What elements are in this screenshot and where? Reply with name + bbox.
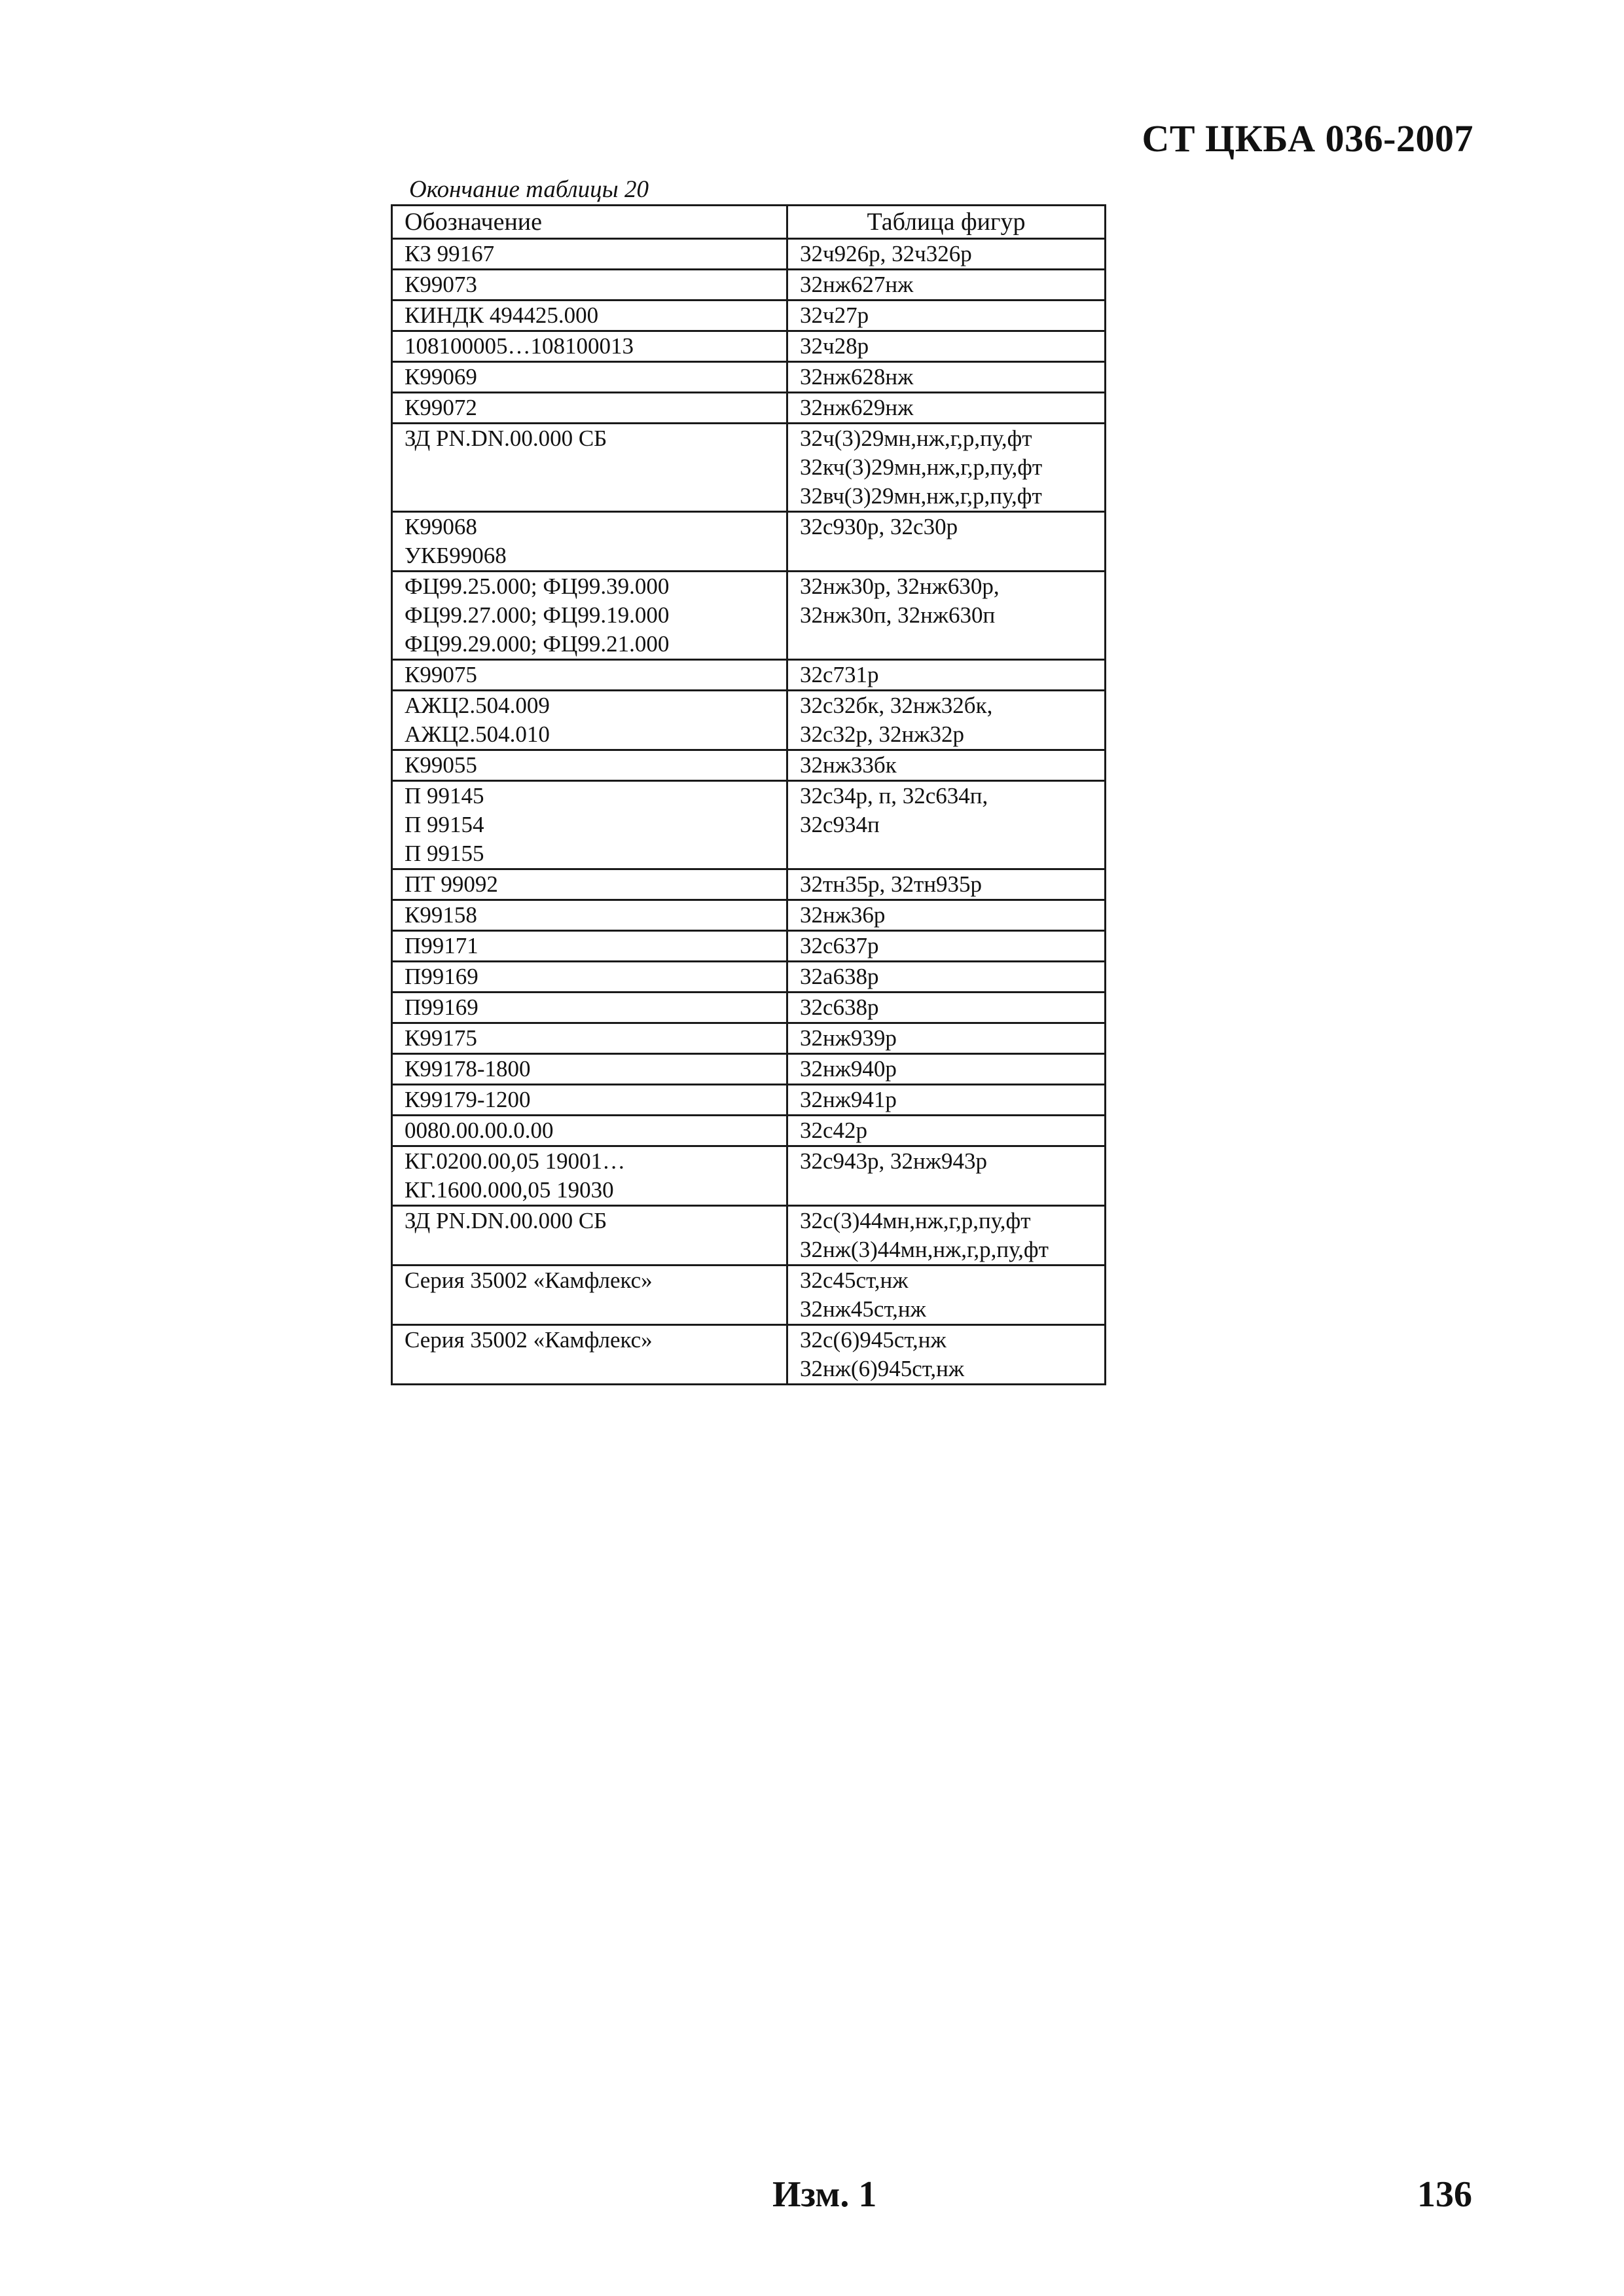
- designation-cell-line: К99068: [405, 514, 477, 539]
- figures-cell-line: 32нж627нж: [800, 272, 914, 297]
- designation-cell-line: К99055: [405, 752, 477, 778]
- designation-cell: [392, 1325, 787, 1385]
- figures-cell-line: 32нж939р: [800, 1025, 897, 1051]
- designation-cell-line: АЖЦ2.504.009: [405, 693, 550, 718]
- table-row: [392, 331, 1106, 362]
- designation-cell: [392, 1116, 787, 1146]
- figures-cell: [787, 424, 1106, 512]
- table-row: [392, 1085, 1106, 1116]
- designation-cell: [392, 869, 787, 900]
- figures-cell: [787, 362, 1106, 393]
- designation-cell-line: К99073: [405, 272, 477, 297]
- designation-cell: [392, 1023, 787, 1054]
- figures-cell: [787, 1266, 1106, 1325]
- table-row: [392, 931, 1106, 962]
- designation-cell: [392, 270, 787, 301]
- designation-cell-line: КЗ 99167: [405, 241, 495, 266]
- designation-cell-line: К99158: [405, 902, 477, 928]
- table-row: [392, 781, 1106, 869]
- designation-cell-line: ЗД PN.DN.00.000 СБ: [405, 426, 607, 451]
- designation-cell: [392, 512, 787, 572]
- designation-cell-line: Серия 35002 «Камфлекс»: [405, 1327, 653, 1353]
- designation-cell: [392, 1206, 787, 1266]
- designation-cell: [392, 1054, 787, 1085]
- figures-cell-line: 32ч28р: [800, 333, 869, 359]
- designation-cell: [392, 1146, 787, 1206]
- figures-cell-line: 32с32бк, 32нж32бк,: [800, 693, 993, 718]
- figures-cell: [787, 1325, 1106, 1385]
- figures-cell-line: 32нж33бк: [800, 752, 897, 778]
- figures-cell: [787, 270, 1106, 301]
- figures-cell: [787, 962, 1106, 993]
- figures-cell: [787, 393, 1106, 424]
- designation-cell-line: ЗД PN.DN.00.000 СБ: [405, 1208, 607, 1233]
- figures-cell-line: 32нж30р, 32нж630р,: [800, 574, 1000, 599]
- figures-cell-line: 32с930р, 32с30р: [800, 514, 958, 539]
- designation-cell: [392, 1085, 787, 1116]
- designation-cell-line: К99069: [405, 364, 477, 390]
- designation-cell-line: ФЦ99.27.000; ФЦ99.19.000: [405, 602, 670, 628]
- figures-cell: [787, 301, 1106, 331]
- table-row: [392, 1206, 1106, 1266]
- designation-cell-line: К99175: [405, 1025, 477, 1051]
- designation-cell-line: П99169: [405, 964, 478, 989]
- figures-cell-line: 32ч(3)29мн,нж,г,р,пу,фт: [800, 426, 1032, 451]
- figures-cell-line: 32нж30п, 32нж630п: [800, 602, 996, 628]
- designation-cell-line: К99179-1200: [405, 1087, 531, 1112]
- column-header-designation: Обозначение: [392, 206, 787, 239]
- table-header: [392, 206, 1106, 239]
- figures-cell-line: 32с638р: [800, 994, 879, 1020]
- table-caption: Окончание таблицы 20: [409, 176, 649, 203]
- designation-cell-line: К99178-1800: [405, 1056, 531, 1082]
- designation-cell-line: П99169: [405, 994, 478, 1020]
- designation-cell: [392, 239, 787, 270]
- figures-cell-line: 32нж940р: [800, 1056, 897, 1082]
- table-row: [392, 393, 1106, 424]
- table-row: [392, 1054, 1106, 1085]
- designation-cell: [392, 1266, 787, 1325]
- figures-cell-line: 32с(3)44мн,нж,г,р,пу,фт: [800, 1208, 1031, 1233]
- designation-cell-line: П 99155: [405, 841, 484, 866]
- figures-cell-line: 32нж628нж: [800, 364, 914, 390]
- figures-cell-line: 32с32р, 32нж32р: [800, 721, 964, 747]
- figures-cell: [787, 1054, 1106, 1085]
- table-row: [392, 239, 1106, 270]
- table-row: [392, 1325, 1106, 1385]
- designation-cell-line: П99171: [405, 933, 478, 958]
- figures-cell-line: 32нж45ст,нж: [800, 1296, 926, 1322]
- figures-cell: [787, 572, 1106, 660]
- designation-cell: [392, 331, 787, 362]
- figures-cell-line: 32с731р: [800, 662, 879, 687]
- figures-cell: [787, 993, 1106, 1023]
- table-row: [392, 691, 1106, 750]
- table-row: [392, 962, 1106, 993]
- figures-cell-line: 32с34р, п, 32с634п,: [800, 783, 988, 809]
- figures-cell-line: 32кч(3)29мн,нж,г,р,пу,фт: [800, 454, 1043, 480]
- designation-cell: [392, 362, 787, 393]
- designation-cell-line: АЖЦ2.504.010: [405, 721, 550, 747]
- designation-cell-line: КИНДК 494425.000: [405, 302, 599, 328]
- table-row: [392, 900, 1106, 931]
- figures-cell: [787, 1146, 1106, 1206]
- figures-cell-line: 32с637р: [800, 933, 879, 958]
- figures-cell: [787, 869, 1106, 900]
- table-row: [392, 750, 1106, 781]
- figures-cell: [787, 900, 1106, 931]
- table-row: [392, 362, 1106, 393]
- figures-cell-line: 32ч27р: [800, 302, 869, 328]
- designation-cell-line: КГ.1600.000,05 19030: [405, 1177, 614, 1203]
- designation-cell-line: КГ.0200.00,05 19001…: [405, 1148, 626, 1174]
- designation-cell-line: УКБ99068: [405, 543, 507, 568]
- figures-cell: [787, 931, 1106, 962]
- table-row: [392, 1116, 1106, 1146]
- table-row: [392, 869, 1106, 900]
- figures-cell: [787, 750, 1106, 781]
- designation-cell-line: Серия 35002 «Камфлекс»: [405, 1267, 653, 1293]
- table-row: [392, 301, 1106, 331]
- table-row: [392, 424, 1106, 512]
- designation-cell: [392, 393, 787, 424]
- figures-cell-line: 32нж(3)44мн,нж,г,р,пу,фт: [800, 1237, 1049, 1262]
- figures-cell-line: 32нж36р: [800, 902, 886, 928]
- table-row: [392, 1146, 1106, 1206]
- designation-cell-line: П 99145: [405, 783, 484, 809]
- designation-cell: [392, 424, 787, 512]
- figures-cell-line: 32с934п: [800, 812, 880, 837]
- table-row: [392, 993, 1106, 1023]
- table-row: [392, 512, 1106, 572]
- figures-cell: [787, 331, 1106, 362]
- figures-cell-line: 32с42р: [800, 1118, 868, 1143]
- designation-cell-line: ПТ 99092: [405, 871, 498, 897]
- designation-cell: [392, 962, 787, 993]
- figures-cell-line: 32с(6)945ст,нж: [800, 1327, 947, 1353]
- figures-cell: [787, 1023, 1106, 1054]
- designation-cell: [392, 993, 787, 1023]
- figures-cell: [787, 1206, 1106, 1266]
- figures-cell-line: 32нж941р: [800, 1087, 897, 1112]
- figures-cell: [787, 781, 1106, 869]
- figures-cell: [787, 660, 1106, 691]
- document-code: СТ ЦКБА 036-2007: [1142, 117, 1473, 160]
- figures-cell-line: 32а638р: [800, 964, 879, 989]
- figures-cell-line: 32нж(6)945ст,нж: [800, 1356, 965, 1381]
- designation-cell: [392, 781, 787, 869]
- table-row: [392, 270, 1106, 301]
- figures-cell-line: 32тн35р, 32тн935р: [800, 871, 983, 897]
- designation-cell: [392, 660, 787, 691]
- table-row: [392, 1266, 1106, 1325]
- designation-cell-line: ФЦ99.29.000; ФЦ99.21.000: [405, 631, 670, 657]
- designation-cell-line: К99072: [405, 395, 477, 420]
- table-body: [392, 239, 1106, 1385]
- figures-cell-line: 32нж629нж: [800, 395, 914, 420]
- designation-cell: [392, 572, 787, 660]
- figures-cell: [787, 1116, 1106, 1146]
- designation-cell: [392, 301, 787, 331]
- page-number: 136: [1417, 2174, 1472, 2215]
- designation-cell: [392, 691, 787, 750]
- table-row: [392, 1023, 1106, 1054]
- figures-table: [391, 204, 1106, 1385]
- designation-cell-line: К99075: [405, 662, 477, 687]
- designation-cell: [392, 750, 787, 781]
- designation-cell: [392, 931, 787, 962]
- column-header-figures: Таблица фигур: [787, 206, 1106, 239]
- designation-cell-line: ФЦ99.25.000; ФЦ99.39.000: [405, 574, 670, 599]
- figures-cell: [787, 239, 1106, 270]
- figures-cell-line: 32с943р, 32нж943р: [800, 1148, 987, 1174]
- revision-label: Изм. 1: [772, 2174, 877, 2215]
- figures-cell-line: 32с45ст,нж: [800, 1267, 909, 1293]
- designation-cell-line: 0080.00.00.0.00: [405, 1118, 554, 1143]
- designation-cell-line: 108100005…108100013: [405, 333, 634, 359]
- table-row: [392, 572, 1106, 660]
- figures-cell-line: 32вч(3)29мн,нж,г,р,пу,фт: [800, 483, 1042, 509]
- figures-cell: [787, 1085, 1106, 1116]
- figures-cell: [787, 691, 1106, 750]
- figures-cell-line: 32ч926р, 32ч326р: [800, 241, 972, 266]
- figures-cell: [787, 512, 1106, 572]
- designation-cell: [392, 900, 787, 931]
- designation-cell-line: П 99154: [405, 812, 484, 837]
- table-header-row: [392, 206, 1106, 239]
- table-row: [392, 660, 1106, 691]
